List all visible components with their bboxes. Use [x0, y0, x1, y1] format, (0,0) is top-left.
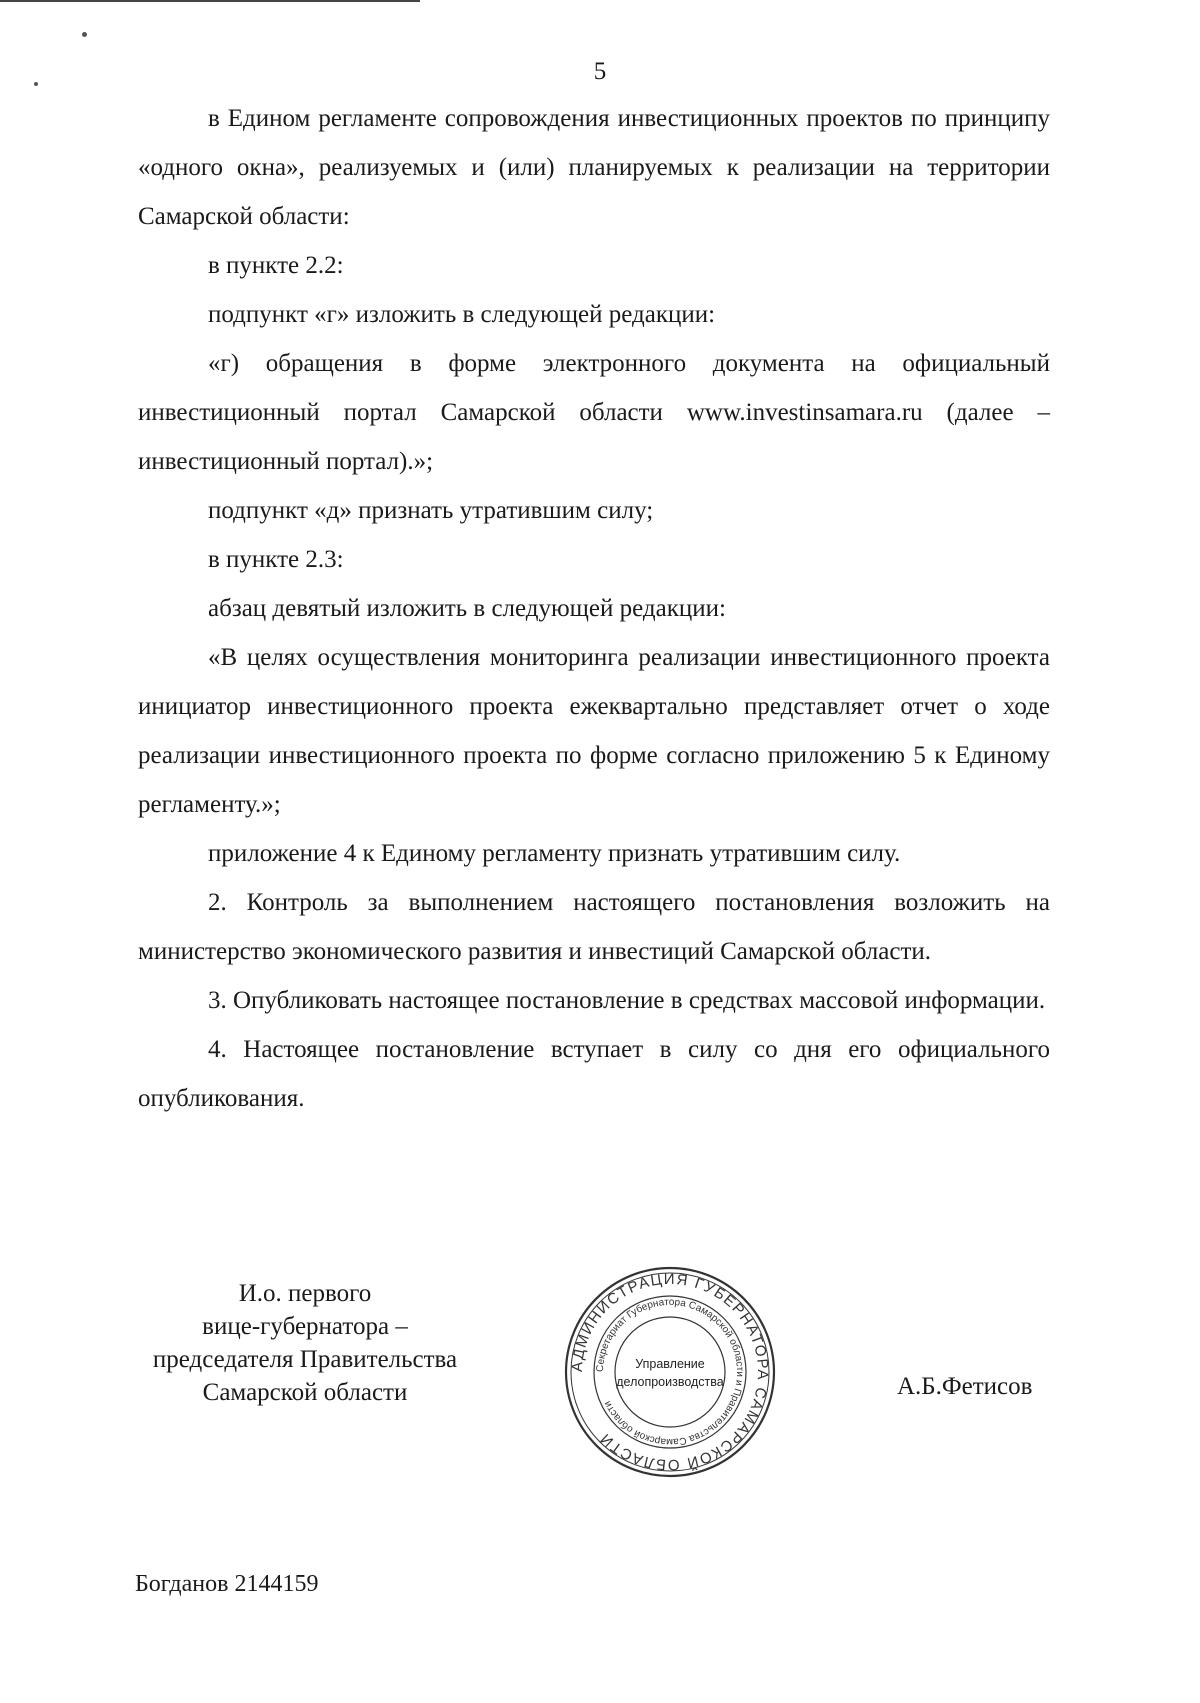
stamp-center-line: делопроизводства	[616, 1375, 724, 1389]
paragraph: абзац девятый изложить в следующей редакции:	[208, 595, 726, 622]
page-number: 5	[593, 58, 607, 85]
signatory-title	[120, 1277, 490, 1409]
paragraph: 3. Опубликовать настоящее постановление в средствах массовой информации.	[208, 987, 1046, 1014]
official-stamp	[560, 1262, 780, 1482]
paragraph: «В целях осуществления мониторинга реализации инвестиционного проекта инициатор инвестиционного проекта ежеквартально представляет отчет о ходе реализации инвестиционного проекта по форме согласно приложению 5 к Единому регламенту.»;	[138, 644, 1050, 818]
paragraph: приложение 4 к Единому регламенту признать утратившим силу.	[208, 840, 901, 867]
scan-speck	[82, 32, 87, 37]
executor-contact: Богданов 2144159	[135, 1571, 319, 1597]
paragraph: 2. Контроль за выполнением настоящего постановления возложить на министерство экономического развития и инвестиций Самарской области.	[138, 889, 1050, 965]
paragraph: подпункт «г» изложить в следующей редакции:	[208, 301, 716, 328]
paragraph: в Едином регламенте сопровождения инвестиционных проектов по принципу «одного окна», реализуемых и (или) планируемых к реализации на территории Самарской области:	[138, 105, 1050, 230]
paragraph: подпункт «д» признать утратившим силу;	[208, 497, 654, 524]
document-body	[138, 94, 1050, 1123]
scan-top-edge-line	[0, 0, 420, 2]
paragraph: «г) обращения в форме электронного документа на официальный инвестиционный портал Самарской области www.investinsamara.ru (далее – инвестиционный портал).»;	[138, 350, 1050, 475]
signatory-title-line: И.о. первого	[238, 1280, 372, 1307]
stamp-outer-text: АДМИНИСТРАЦИЯ ГУБЕРНАТОРА САМАРСКОЙ ОБЛАСТИ	[568, 1270, 772, 1474]
stamp-inner-text: Секретариат Губернатора Самарской области и Правительства Самарской области	[594, 1296, 746, 1448]
signatory-title-line: вице-губернатора –	[202, 1313, 408, 1340]
stamp-inner-ring	[615, 1317, 725, 1427]
signatory-title-line: председателя Правительства	[152, 1346, 458, 1373]
signatory-title-line: Самарской области	[202, 1379, 408, 1406]
stamp-center-line: Управление	[635, 1357, 705, 1371]
paragraph: в пункте 2.2:	[208, 252, 344, 279]
stamp-middle-ring	[594, 1296, 746, 1448]
paragraph: 4. Настоящее постановление вступает в силу со дня его официального опубликования.	[138, 1036, 1050, 1112]
paragraph: в пункте 2.3:	[208, 546, 344, 573]
signatory-name: А.Б.Фетисов	[897, 1373, 1033, 1400]
